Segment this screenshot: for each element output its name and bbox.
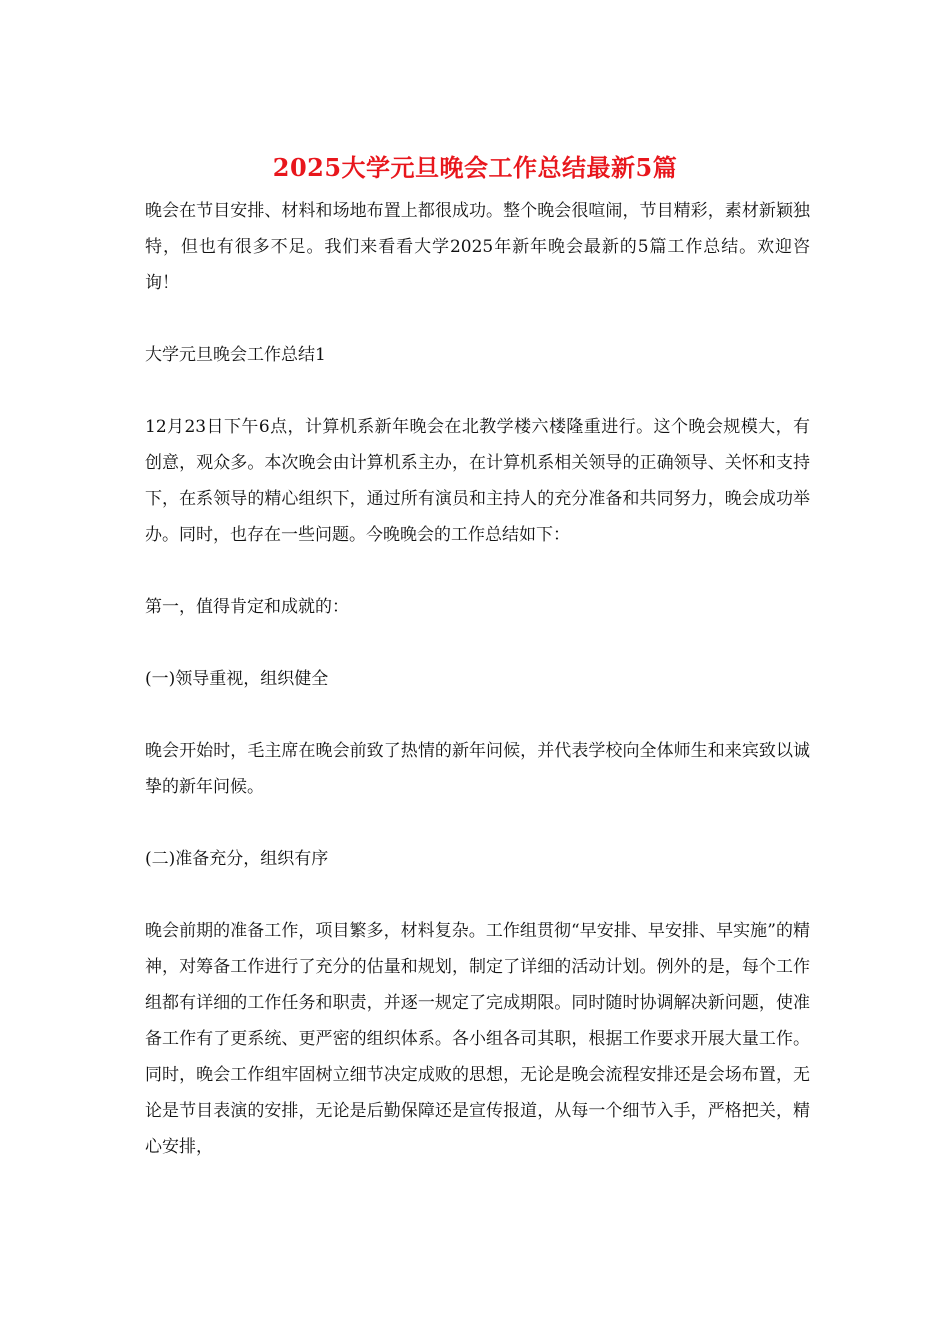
body-paragraph: 12月23日下午6点，计算机系新年晚会在北教学楼六楼隆重进行。这个晚会规模大，有创意，观众多。本次晚会由计算机系主办，在计算机系相关领导的正确领导、关怀和支持下，在系领导的精心组织下，通过所有演员和主持人的充分准备和共同努力，晚会成功举办。同时，也存在一些问题。今晚晚会的工作总结如下： <box>145 417 810 545</box>
subheading: (二)准备充分，组织有序 <box>145 849 329 869</box>
body-paragraph: 晚会前期的准备工作，项目繁多，材料复杂。工作组贯彻“早安排、早安排、早实施”的精神，对筹备工作进行了充分的估量和规划，制定了详细的活动计划。例外的是，每个工作组都有详细的工作任务和职责，并逐一规定了完成期限。同时随时协调解决新问题，使准备工作有了更系统、更严密的组织体系。各小组各司其职，根据工作要求开展大量工作。同时，晚会工作组牢固树立细节决定成败的思想，无论是晚会流程安排还是会场布置，无论是节目表演的安排，无论是后勤保障还是宣传报道，从每一个细节入手，严格把关，精心安排， <box>145 921 810 1157</box>
body-paragraph: 晚会开始时，毛主席在晚会前致了热情的新年问候，并代表学校向全体师生和来宾致以诚挚的新年问候。 <box>145 741 810 797</box>
document-title: 2025大学元旦晚会工作总结最新5篇 <box>272 153 678 182</box>
document-body <box>145 193 810 1165</box>
section-heading: 大学元旦晚会工作总结1 <box>145 345 326 365</box>
intro-paragraph: 晚会在节目安排、材料和场地布置上都很成功。整个晚会很喧闹，节目精彩，素材新颖独特，但也有很多不足。我们来看看大学2025年新年晚会最新的5篇工作总结。欢迎咨询！ <box>145 201 810 293</box>
subheading: (一)领导重视，组织健全 <box>145 669 329 689</box>
subheading: 第一，值得肯定和成就的： <box>145 597 349 617</box>
